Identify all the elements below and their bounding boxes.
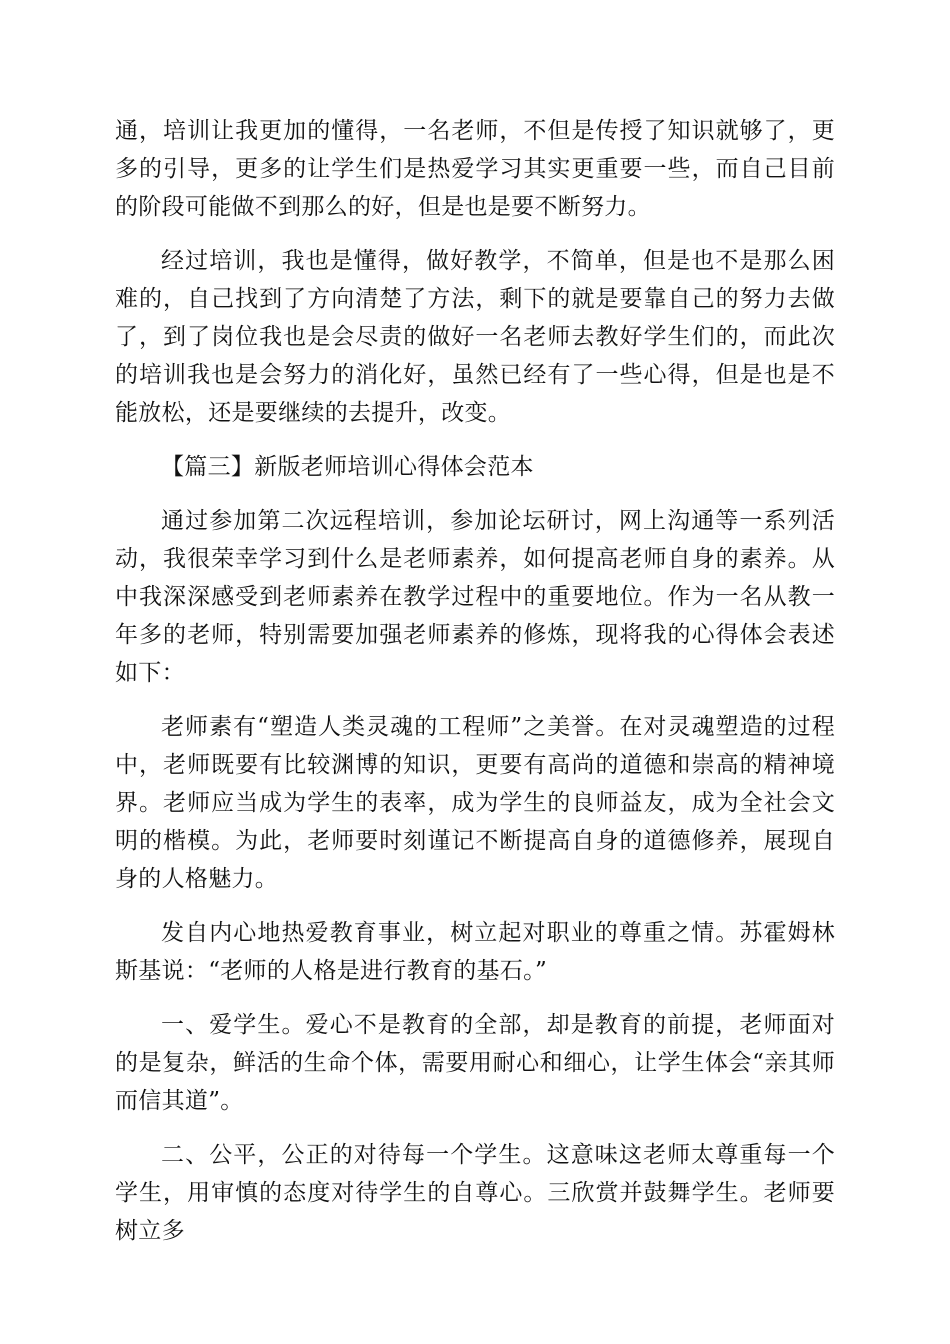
paragraph-point-one: 一、爱学生。爱心不是教育的全部，却是教育的前提，老师面对的是复杂，鲜活的生命个体，需要用耐心和细心，让学生体会“亲其师而信其道”。	[115, 1012, 835, 1114]
paragraph-training-reflection: 经过培训，我也是懂得，做好教学，不简单，但是也不是那么困难的，自己找到了方向清楚了方法，剩下的就是要靠自己的努力去做了，到了岗位我也是会尽责的做好一名老师去教好学生们的，而此次的培训我也是会努力的消化好，虽然已经有了一些心得，但是也是不能放松，还是要继续的去提升，改变。	[115, 248, 835, 426]
paragraph-remote-training: 通过参加第二次远程培训，参加论坛研讨，网上沟通等一系列活动，我很荣幸学习到什么是老师素养，如何提高老师自身的素养。从中我深深感受到老师素养在教学过程中的重要地位。作为一名从教一年多的老师，特别需要加强老师素养的修炼，现将我的心得体会表述如下：	[115, 508, 835, 686]
paragraph-love-education: 发自内心地热爱教育事业，树立起对职业的尊重之情。苏霍姆林斯基说：“老师的人格是进行教育的基石。”	[115, 920, 835, 984]
document-page	[115, 112, 835, 1266]
section-heading: 【篇三】新版老师培训心得体会范本	[161, 454, 534, 480]
paragraph-point-two: 二、公平，公正的对待每一个学生。这意味这老师太尊重每一个学生，用审慎的态度对待学生的自尊心。三欣赏并鼓舞学生。老师要树立多	[115, 1142, 835, 1244]
paragraph-teacher-role: 老师素有“塑造人类灵魂的工程师”之美誉。在对灵魂塑造的过程中，老师既要有比较渊博的知识，更要有高尚的道德和崇高的精神境界。老师应当成为学生的表率，成为学生的良师益友，成为全社会文明的楷模。为此，老师要时刻谨记不断提高自身的道德修养，展现自身的人格魅力。	[115, 714, 835, 892]
paragraph-continuation: 通，培训让我更加的懂得，一名老师，不但是传授了知识就够了，更多的引导，更多的让学生们是热爱学习其实更重要一些，而自己目前的阶段可能做不到那么的好，但是也是要不断努力。	[115, 118, 835, 220]
